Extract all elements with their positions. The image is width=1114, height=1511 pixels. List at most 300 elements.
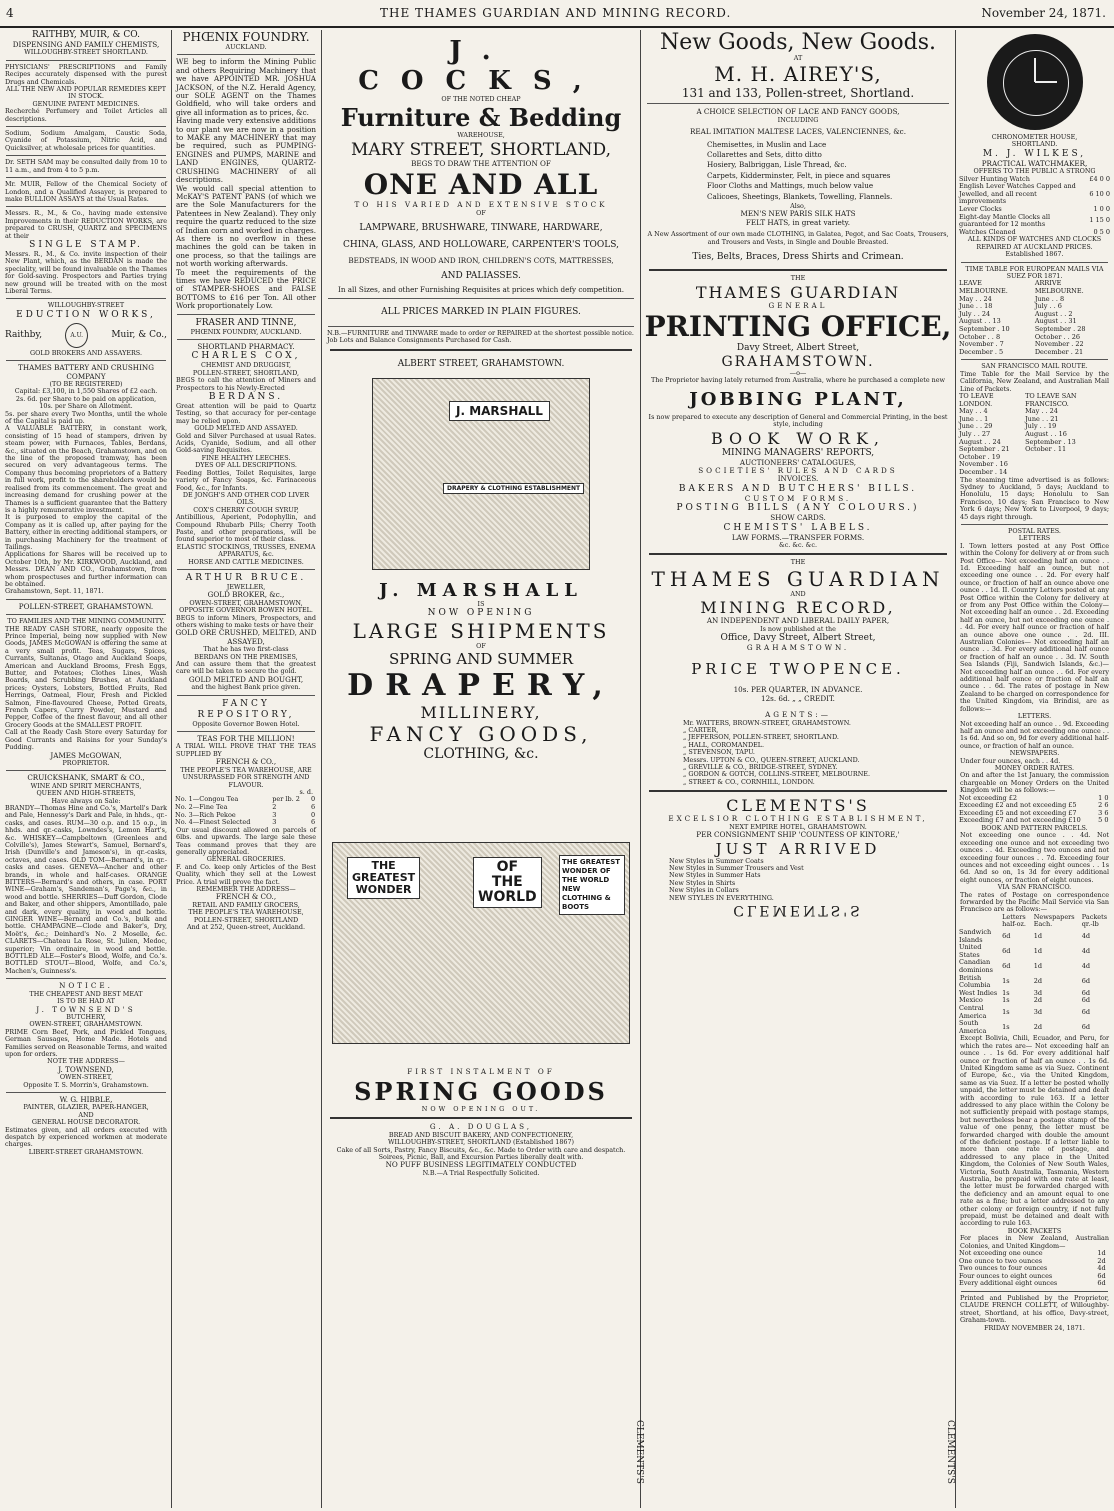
cruickshank-list: BRANDY—Thomas Hine and Co.'s, Martell's Dark and Pale, Hennessy's Dark and Pale, in hhds., qr.-casks, and cases. RUM—30 o.p. and 15 o.p., in hhds. and qr.-casks, Lowndes's, Lemon Hart's, &c. WHISKEY—Campbeltown (Greenlees and Colville's), James Stewart's, Samuel, Bernard's, Irish (Dunville's and Jameson's), in qr.-casks, octaves, and cases. OLD TOM—Bernard's, in qr.-casks and cases. GENEVA—Ancher and other brands, in whole and half-cases. ORANGE BITTERS—Bernard's and others, in case. PORT WINE—Graham's, Sandeman's, Page's, &c., in wood and bottle. SHERRIES—Duff Gordon, Clode and Baker, and other shippers, Amontillado, pale and dark, every quality, in wood and bottle. GINGER WINE—Bernard and Co.'s, bulk and bottle. CHAMPAGNE—Clode and Baker's, Dry, Moët's, &c.; Deinhard's No. 2 Moselle, &c. CLARETS—Chateau La Rose, St. Julien, Medoc, superior; Vin ordinaire, in wood and bottle. BOTTLED ALE—Foster's Blood, Wolfe, and Co.'s. BOTTLED STOUT—Blood, Wolfe, and Co.'s, Machen's, Guinness's. — [5, 803, 167, 975]
cox-body-4: Feeding Bottles, Toilet Requisites, large variety of Fancy Soaps, &c. Farinaceous Food, &c., for Infants. — [176, 468, 316, 492]
marshall-millinery: MILLINERY, — [420, 703, 542, 723]
marshall-clothing: CLOTHING, &c. — [423, 746, 539, 763]
list-item: „ JEFFERSON, POLLEN-STREET, SHORTLAND. — [683, 733, 839, 742]
single-stamp: SINGLE STAMP. — [29, 239, 143, 250]
douglas-nb: N.B.—A Trial Respectfully Solicited. — [422, 1168, 540, 1177]
print-the: THE — [790, 274, 806, 283]
cox-syrup: COX'S CHERRY COUGH SYRUP, — [193, 505, 299, 514]
list-item: „ GORDON & GOTCH, COLLINS-STREET, MELBOURNE. — [683, 770, 870, 779]
marshall-of: OF — [476, 642, 486, 651]
print-body: The Proprietor having lately returned from Australia, where he purchased a complete new — [650, 376, 946, 385]
table-row: Lever Clocks 1 0 0 — [959, 205, 1110, 213]
spring-goods: SPRING GOODS — [354, 1076, 608, 1106]
cox-body-3: Gold and Silver Purchased at usual Rates. Acids, Cyanide, Sodium, and all other Gold-saving Requisites. — [176, 431, 316, 455]
notice-line-1: THE CHEAPEST AND BEST MEAT — [29, 989, 143, 998]
list-item: NEW STYLES IN EVERYTHING. — [669, 893, 774, 902]
bruce-body-2: That he has two first-class — [203, 645, 289, 654]
grocer-heading: GENERAL GROCERIES. — [206, 855, 286, 864]
table-row: Four ounces to eight ounces 6d — [959, 1271, 1106, 1280]
column-2 — [173, 30, 319, 1508]
notice-address: NOTE THE ADDRESS— — [47, 1057, 125, 1066]
eduction-works: EDUCTION WORKS, — [16, 309, 156, 320]
cruickshank-address: QUEEN AND HIGH-STREETS, — [36, 789, 136, 798]
book-parcels-heading: BOOK AND PATTERN PARCELS. — [981, 823, 1088, 832]
remember-street: POLLEN-STREET, SHORTLAND — [193, 915, 299, 924]
cox-body: BEGS to call the attention of Miners and Prospectors to his Newly-Erected — [176, 376, 316, 392]
via-sf-body: The rates of Postage on correspondence forwarded by the Pacific Mail Service via San Francisco are as follows:— — [960, 890, 1109, 914]
marshall-now: NOW OPENING — [427, 608, 535, 619]
postal-letters: LETTERS — [1018, 534, 1051, 543]
raithby-consult: Dr. SETH SAM may be consulted daily from 10 to 11 a.m., and from 4 to 5 p.m. — [5, 158, 167, 174]
table-row: July . . 27 August . . 16 — [959, 429, 1067, 438]
mail-table — [957, 280, 1112, 356]
airey-address: 131 and 133, Pollen-street, Shortland. — [681, 86, 915, 101]
record-credit: 12s. 6d. „ „ CREDIT. — [761, 693, 835, 703]
fraser-sub: PHŒNIX FOUNDRY, AUCKLAND. — [190, 327, 302, 336]
agents-heading: AGENTS:— — [765, 710, 831, 720]
bruce-jeweller: JEWELLER, — [226, 582, 266, 591]
airey-name: M. H. AIREY'S, — [714, 62, 882, 87]
notice-name: J. TOWNSEND, — [58, 1064, 114, 1074]
record-independent: AN INDEPENDENT AND LIBERAL DAILY PAPER, — [706, 616, 890, 626]
postal-letters-2: LETTERS. — [1017, 712, 1052, 721]
douglas-body: Cake of all Sorts, Pastry, Fancy Biscuits, &c., &c. Made to Order with care and despatch. Soirees, Picnic, Ball, and Excursion Parties liberally dealt with. — [336, 1145, 626, 1161]
raithby-muir: Mr. MUIR, Fellow of the Chemical Society of London, and a Qualified Assayer, is prepared to make BULLION ASSAYS at the Usual Rates. — [5, 180, 167, 203]
phoenix-body-3: We would call special attention to McKAY'S PATENT PANS (of which we are the Sole Manufacturers for the Patentees in New Zealand). They only require the quartz reduced to the size of Indian corn and worked in charges. As there is no overflow in these machines the gold can be taken in one process, so that the tailings are not worth working afterwards. — [176, 183, 316, 269]
thames-body: A VALUABLE BATTERY, in constant work, consisting of 15 head of stampers, driven by steam power, with Furnaces, Tables, Berdans, &c., situated on the Beach, Grahamstown, and on the line of the proposed tramway, has been secured on very advantageous terms. The Company thus becoming proprietors of a Battery in full work, profit to the shareholders would be realised from its commencement. The great and increasing demand for crushing power at the Thames is a sufficient guarantee that the Battery is a highly remunerative investment. — [5, 424, 167, 514]
bruce-broker: GOLD BROKER, &c., — [207, 590, 285, 600]
phoenix-body-4: To meet the requirements of the times we have REDUCED the PRICE of STAMPER-SHOES and FALSE BOTTOMS to £16 per Ton. All other Work proportionately Low. — [176, 267, 316, 311]
list-item: „ STEVENSON, TAPU. — [683, 748, 755, 757]
pollen-sub: TO FAMILIES AND THE MINING COMMUNITY. — [7, 617, 165, 626]
clements-next: NEXT EMPIRE HOTEL, GRAHAMSTOWN. — [729, 822, 867, 831]
print-line-2: AUCTIONEERS' CATALOGUES, — [739, 457, 857, 467]
cox-leeches: FINE HEALTHY LEECHES. — [201, 453, 291, 462]
newspapers-heading: NEWSPAPERS. — [1009, 749, 1060, 758]
notice-line-2: IS TO BE HAD AT — [57, 997, 115, 1006]
postal-heading: POSTAL RATES. — [1008, 526, 1061, 535]
notice-heading: NOTICE. — [59, 981, 113, 991]
cocks-line-2: CHINA, GLASS, AND HOLLOWARE, CARPENTER'S TOOLS, — [343, 240, 619, 251]
table-row: June . . 1 June . . 21 — [959, 414, 1059, 423]
postal-body-2: Not exceeding half an ounce . . 9d. Exceeding half an ounce and not exceeding one ounce . . 1s 6d. And so on, 9d for every additional half-ounce, or fraction of half an ounce. — [960, 719, 1109, 750]
list-item: New Styles in Collars — [669, 886, 739, 895]
bruce-price: and the highest Bank price given. — [191, 683, 301, 692]
marshall-spring: SPRING AND SUMMER — [388, 650, 574, 669]
print-line-6: CUSTOM FORMS. — [744, 493, 852, 503]
list-item: „ GREVILLE & CO., BRIDGE-STREET, SYDNEY. — [683, 763, 838, 772]
eduction-street: WILLOUGHBY-STREET — [47, 301, 125, 310]
table-row: Every additional eight ounces 6d — [959, 1279, 1106, 1288]
teas-price-table — [173, 796, 319, 826]
list-item: „ STREET & CO., CORNHILL, LONDON. — [683, 777, 815, 786]
print-line-3: SOCIETIES' RULES AND CARDS — [698, 465, 898, 475]
airey-lace: REAL IMITATION MALTESE LACES, VALENCIENNES, &c. — [690, 127, 906, 137]
list-item: Floor Cloths and Mattings, much below value — [707, 181, 874, 191]
hibble-sub-2: GENERAL HOUSE DECORATOR. — [31, 1118, 141, 1127]
sf-sub: Time Table for the Mail Service by the California, New Zealand, and Australian Mail Line of Packets. — [960, 369, 1109, 393]
print-line-10: LAW FORMS.—TRANSFER FORMS. — [731, 532, 865, 542]
record-address: Office, Davy Street, Albert Street, — [720, 633, 876, 643]
list-item: New Styles in Shirts — [669, 878, 736, 887]
list-item: Mr. WATTERS, BROWN-STREET, GRAHAMSTOWN. — [683, 718, 851, 727]
table-row: December . 14 — [959, 467, 1008, 476]
marshall-large: LARGE SHIPMENTS — [352, 619, 610, 644]
cocks-furniture: Furniture & Bedding — [340, 103, 622, 133]
airey-choice: A CHOICE SELECTION OF LACE AND FANCY GOODS, — [696, 107, 900, 117]
table-row: August . . 13 August . . 31 — [959, 317, 1077, 326]
list-item: Hosiery, Balbriggan, Lisle Thread, &c. — [707, 160, 847, 170]
table-row: No. 3—Rich Pekoe 3 0 — [175, 810, 316, 819]
bruce-body-3: And can assure them that the greatest care will be taken to secure the gold. — [176, 660, 316, 676]
cox-dyes: DYES OF ALL DESCRIPTIONS. — [195, 461, 297, 470]
thames-body-2: It is purposed to employ the capital of the Company as it is called up, after paying for the Battery, either in erecting additional stampers, or in purchasing Machinery for the treatment of Tailings. — [5, 513, 167, 551]
imprint-date: FRIDAY NOVEMBER 24, 1871. — [984, 1323, 1085, 1332]
airey-ties: Ties, Belts, Braces, Dress Shirts and Crimean. — [692, 252, 904, 263]
thames-battery-heading: THAMES BATTERY AND CRUSHING COMPANY — [18, 363, 154, 381]
wonder-left-sign: THE GREATEST WONDER — [347, 857, 420, 899]
record-the: THE — [790, 558, 806, 567]
hibble-heading: W. G. HIBBLE, — [59, 1094, 113, 1104]
table-row: Canadian dominions 6d 1d 4d — [959, 958, 1091, 974]
thames-share-3: 5s. per share every Two Months, until the whole of the Capital is paid up. — [5, 409, 167, 426]
sf-note: The steaming time advertised is as follows: Sydney to Auckland, 5 days; Auckland to Honolulu, 15 days; Honolulu to San Francisco, 10 days; San Francisco to New York 6 days; New York to Liverpool, 9 days; 45 days right through. — [960, 475, 1109, 521]
chronometer-house: CHRONOMETER HOUSE, — [991, 133, 1078, 141]
remember-street-2: And at 252, Queen-street, Auckland. — [186, 922, 306, 931]
book-parcels-body: Not exceeding one ounce . . 4d. Not exceeding one ounce and not exceeding two ounces . . 4d. Exceeding two ounces and not exceeding four ounces . . 7d. Exceeding four ounces and not exceeding eight ounces . . 1s 6d. And so on, 1s 3d for every additional eight ounces, or fraction of eight ounces. — [960, 831, 1109, 884]
column-5 — [957, 30, 1112, 1508]
bruce-melted: GOLD MELTED AND BOUGHT, — [188, 674, 304, 684]
list-item: Calicoes, Sheetings, Blankets, Towelling, Flannels. — [707, 191, 893, 201]
raithby-works: Messrs. R., M., & Co., having made extensive Improvements in their REDUCTION WORKS, are prepared to CRUSH, QUARTZ and SPECIMENS at their — [5, 209, 167, 240]
column-3 — [324, 30, 638, 1508]
table-row: English Lever Watches Capped and Jewelled, and all recent improvements 6 10 0 — [959, 182, 1110, 206]
table-row: Eight-day Mantle Clocks all guaranteed for 12 months 1 15 0 — [959, 212, 1110, 229]
wilkes-name: M. J. WILKES, — [982, 148, 1087, 159]
table-row: Watches Cleaned 0 5 0 — [959, 227, 1110, 236]
table-row: Not exceeding one ounce 1d — [959, 1249, 1106, 1258]
notice-opposite: Opposite T. S. Morrin's, Grahamstown. — [23, 1080, 149, 1089]
cocks-name: J. COCKS, — [358, 36, 604, 96]
postal-body: I. Town letters posted at any Post Office within the Colony for delivery at or from such Post Office— Not exceeding half an ounce . . 1d. Exceeding half an ounce, but not exceeding one ounce . . 2d. For every half ounce, or fraction of half an ounce above one ounce . . 1d. II. Country Letters posted at any Post Office within the Colony for delivery at or from any Post Office within the Colony— Not exceeding half an ounce . . 2d. Exceeding half an ounce, but not exceeding one ounce . . 4d. For every half ounce or fraction of half an ounce above one ounce . . 2d. III. Australian Colonies— Not exceeding half an ounce . . 3d. For every additional half ounce or fraction of half an ounce . . 3d. IV. South Sea Islands (Fiji, Sandwich Islands, &c.)— Not exceeding half an ounce . . 6d. For every additional half ounce or fraction of half an ounce . . 6d. The rates of postage in New Zealand to be charged on correspondence for the United Kingdom, via Brindisi, are as follows:— — [960, 541, 1109, 713]
table-row: South America 1s 2d 6d — [959, 1019, 1091, 1035]
mail-heading: TIME TABLE FOR EUROPEAN MAILS VIA SUEZ FOR 1871. — [965, 264, 1104, 280]
table-row: British Columbia 1s 2d 6d — [959, 973, 1091, 990]
pollen-body-2: Call at the Ready Cash Store every Saturday for Good Currants and Raisins for your Sunday's Pudding. — [5, 728, 167, 752]
cruickshank-heading: CRUICKSHANK, SMART & CO., — [27, 773, 145, 783]
cocks-street: MARY STREET, SHORTLAND, — [351, 139, 611, 160]
table-row: Central America 1s 3d 6d — [959, 1003, 1091, 1020]
teas-body-2: THE PEOPLE'S TEA WAREHOUSE, ARE UNSURPASSED FOR STRENGTH AND FLAVOUR. — [180, 765, 312, 789]
table-row: May . . 4 May . . 24 — [959, 407, 1058, 416]
gold-brokers: GOLD BROKERS AND ASSAYERS. — [29, 348, 142, 357]
money-body: On and after the 1st January, the commission chargeable on Money Orders on the United Kingdom will be as follows:— — [960, 771, 1109, 795]
list-item: New Styles in Summer Trousers and Vest — [669, 863, 804, 872]
table-row: Mexico 1s 2d 6d — [959, 996, 1091, 1005]
eduction-names: Raithby, A.U. Muir, & Co., — [5, 323, 167, 348]
wonder-right-sign: OF THE WORLD — [473, 857, 542, 908]
seal-logo: A.U. — [65, 323, 88, 348]
cox-name: CHARLES COX, — [191, 351, 301, 362]
notice-line-4: BUTCHERY, — [66, 1012, 106, 1021]
via-sf-body-2: Except Bolivia, Chili, Ecuador, and Peru, for which the rates are— Not exceeding half an ounce . . 1s 6d. For every additional half ounce or fraction of half an ounce . . 1s 6d. United Kingdom same as via Suez. Continent of Europe, &c., via the United Kingdom, same as via Suez. If a letter be posted wholly unpaid, the letter must be detained and dealt with according to rule 163. If a letter addressed to any place within the Colony be not sufficiently prepaid with postage stamps, but nevertheless bear a postage stamp of the value of one penny, the letter must be forwarded charged with double the amount of the deficient postage. If a letter liable to more than one rate of postage, and addressed to any place in the United Kingdom, the Colonies of New South Wales, Victoria, South Australia, Tasmania, Western Australia, be prepaid with one rate at least, the letter must be forwarded charged with the deficiency and an amount equal to one rate as a fine; but a letter addressed to any other colony or foreign country, if not fully prepaid, must be detained and dealt with according to rule 163. — [960, 1034, 1109, 1228]
book-packets-heading: BOOK PACKETS — [1007, 1226, 1062, 1235]
notice-body: PRIME Corn Beef, Pork, and Pickled Tongues, German Sausages, Home Made. Hotels and Families served on Reasonable Terms, and waited upon for orders. — [5, 1027, 167, 1058]
print-body-2: Is now prepared to execute any description of General and Commercial Printing, in the best style, including — [648, 412, 948, 429]
table-row: December . 5 December . 21 — [959, 347, 1084, 356]
bruce-heading: ARTHUR BRUCE. — [185, 572, 307, 583]
column-4 — [643, 30, 953, 1508]
print-line-8: SHOW CARDS. — [770, 513, 826, 523]
marshall-name: J. MARSHALL — [379, 579, 583, 601]
douglas-address: WILLOUGHBY-STREET, SHORTLAND (Established 1867) — [387, 1138, 575, 1147]
cruickshank-sale: Have always on Sale: — [51, 796, 121, 805]
raithby-perfumery: Recherché Perfumery and Toilet Articles all descriptions. — [5, 107, 167, 123]
cocks-varied: TO HIS VARIED AND EXTENSIVE STOCK — [354, 200, 608, 210]
shop-sign-2: DRAPERY & CLOTHING ESTABLISHMENT — [443, 483, 584, 494]
remember-warehouse: THE PEOPLE'S TEA WAREHOUSE, — [188, 908, 304, 917]
clements-just-arrived: JUST ARRIVED — [715, 839, 881, 858]
douglas-puff: NO PUFF BUSINESS LEGITIMATELY CONDUCTED — [385, 1160, 577, 1170]
table-row: August . . 24 September . 13 — [959, 437, 1076, 446]
airey-hats: MEN'S NEW PARIS SILK HATS — [740, 209, 856, 219]
cox-cod: DE JONGH'S AND OTHER COD LIVER OILS. — [182, 490, 310, 507]
thames-share-1: 2s. 6d. per Share to be paid on application, — [15, 394, 157, 403]
via-sf-table — [957, 914, 1112, 1036]
table-row: July . . 24 August . . 2 — [959, 309, 1073, 318]
notice-street: OWEN-STREET, — [59, 1073, 113, 1082]
imprint: Printed and Published by the Proprietor, CLAUDE FRENCH COLLETT, of Willoughby-street, Shortland, at his office, Davy-street, Graham-town. — [960, 1294, 1109, 1325]
airey-also: Also, — [790, 202, 806, 211]
cox-berdans: BERDANS. — [208, 392, 284, 403]
shop-sign: J. MARSHALL — [449, 401, 550, 421]
agents-list — [683, 720, 953, 787]
raithby-chemicals: Sodium, Sodium Amalgam, Caustic Soda, Cyanide of Potassium, Nitric Acid, and Quicksilver, at wholesale prices for quantities. — [5, 129, 167, 152]
marshall-fancy: FANCY GOODS, — [369, 722, 593, 747]
record-thames-guardian: THAMES GUARDIAN — [651, 566, 945, 591]
column-1 — [2, 30, 170, 1508]
cocks-one-and-all: ONE AND ALL — [363, 168, 599, 202]
table-row: West Indies 1s 3d 6d — [959, 988, 1091, 997]
fancy-heading: FANCY REPOSITORY, — [197, 698, 295, 720]
pollen-proprietor: PROPRIETOR. — [62, 758, 110, 767]
cocks-sub: OF THE NOTED CHEAP — [441, 95, 521, 103]
phoenix-body: WE beg to inform the Mining Public and others Requiring Machinery that we have APPOINTED MR. JOSHUA JACKSON, of the N.Z. Herald Agency, our SOLE AGENT on the Thames Goldfield, who will take orders and give all information as to prices, &c. — [176, 57, 316, 117]
grocer-body: F. and Co. keep only Articles of the Best Quality, which they sell at the Lowest Price. A trial will prove the fact. — [176, 862, 316, 886]
masthead-bar — [0, 0, 1114, 28]
table-row: No. 1—Congou Tea per lb. 2 0 — [175, 795, 316, 804]
via-sf-heading: VIA SAN FRANCISCO. — [997, 883, 1072, 892]
print-line-11: &c. &c. &c. — [779, 540, 817, 549]
clements-bottom: CLEMENTS'S — [733, 901, 863, 918]
print-address: Davy Street, Albert Street, — [736, 342, 860, 353]
cocks-warehouse: WAREHOUSE, — [457, 131, 505, 140]
cruickshank-sub: WINE AND SPIRIT MERCHANTS, — [30, 781, 142, 790]
list-item: Messrs. UPTON & CO., QUEEN-STREET, AUCKLAND. — [683, 755, 860, 764]
cocks-line-3: BEDSTEADS, IN WOOD AND IRON, CHILDREN'S COTS, MATTRESSES, — [348, 256, 614, 266]
raithby-remedies: ALL THE NEW AND POPULAR REMEDIES KEPT IN STOCK. — [5, 85, 167, 101]
bruce-gold: GOLD ORE CRUSHED, MELTED, AND ASSAYED, — [175, 628, 317, 646]
table-row: November . 7 November . 22 — [959, 340, 1084, 349]
pollen-heading: POLLEN-STREET, GRAHAMSTOWN. — [18, 601, 154, 611]
record-quarter: 10s. PER QUARTER, IN ADVANCE. — [733, 685, 863, 695]
table-row: Two ounces to four ounces 4d — [959, 1264, 1106, 1273]
table-row: No. 4—Finest Selected 3 6 — [175, 818, 316, 827]
page-number: 4 — [6, 6, 14, 20]
record-published: Is now published at the — [760, 624, 836, 633]
shortland-pharmacy: SHORTLAND PHARMACY. — [197, 342, 295, 351]
list-item: „ HALL, COROMANDEL. — [683, 740, 765, 749]
airey-headline: New Goods, New Goods. — [659, 30, 937, 55]
table-row: Exceeding £7 and not exceeding £10 5 0 — [959, 816, 1109, 825]
newspapers-body: Under four ounces, each . . 4d. — [960, 756, 1061, 765]
table-row: Letters half-oz. Newspapers Each. Packets qr.-lb — [1002, 912, 1108, 929]
table-row: June . . 29 July . . 19 — [959, 422, 1057, 431]
wilkes-offer: OFFERS TO THE PUBLIC A STRONG — [973, 167, 1096, 176]
print-divider: —o— — [789, 368, 807, 377]
cox-body-2: Great attention will be paid to Quartz Testing, so that accuracy for per-centage may be relied upon. — [176, 402, 316, 425]
wilkes-established: Established 1867. — [1005, 250, 1064, 259]
airey-including: INCLUDING — [777, 115, 819, 124]
list-item: Collarettes and Sets, ditto ditto — [707, 150, 822, 160]
book-packets-table — [957, 1250, 1112, 1288]
thames-battery-sub: (TO BE REGISTERED) — [49, 380, 123, 388]
bruce-address: OWEN-STREET, GRAHAMSTOWN, OPPOSITE GOVERNOR BOWEN HOTEL. — [179, 598, 313, 615]
cocks-line-1: LAMPWARE, BRUSHWARE, TINWARE, HARDWARE, — [359, 223, 603, 234]
spring-now: NOW OPENING OUT. — [421, 1104, 541, 1113]
raithby-address: WILLOUGHBY-STREET SHORTLAND. — [24, 48, 148, 57]
airey-clothing: A New Assortment of our own made CLOTHING, in Galatea, Pegot, and Sac Coats, Trousers, and Trousers and Vests, in Single and Double Breasted. — [647, 230, 949, 246]
cocks-nb: N.B.—FURNITURE and TINWARE made to order or REPAIRED at the shortest possible notice. — [327, 328, 634, 337]
cocks-of: OF — [476, 208, 486, 217]
list-item: New Styles in Summer Hats — [669, 871, 761, 880]
hibble-body: Estimates given, and all orders executed with despatch by experienced workmen at moderate charges. — [5, 1125, 167, 1149]
print-town: GRAHAMSTOWN. — [721, 353, 875, 370]
table-row: One ounce to two ounces 2d — [959, 1256, 1106, 1265]
hibble-sub: PAINTER, GLAZIER, PAPER-HANGER, — [23, 1103, 149, 1112]
thames-capital: Capital: £3,100, in 1,550 Shares of £2 each. — [14, 387, 158, 396]
print-line-1: MINING MANAGERS' REPORTS, — [721, 447, 875, 458]
wilkes-sub: PRACTICAL WATCHMAKER, — [981, 158, 1088, 168]
list-item: „ CARTER, — [683, 726, 719, 735]
raithby-paragraph: PHYSICIANS' PRESCRIPTIONS and Family Recipes accurately dispensed with the purest Drugs and Chemicals. — [5, 62, 167, 86]
airey-felt: FELT HATS, in great variety. — [745, 217, 851, 227]
print-headline: PRINTING OFFICE, — [644, 309, 952, 343]
print-jobbing: JOBBING PLANT, — [689, 388, 907, 410]
issue-date: November 24, 1871. — [981, 6, 1106, 20]
bruce-body: BEGS to inform Miners, Prospectors, and others wishing to make tests or have their — [176, 613, 316, 629]
table-row: November . 16 — [959, 460, 1008, 469]
cocks-begs: BEGS TO DRAW THE ATTENTION OF — [411, 158, 551, 168]
cox-address: POLLEN-STREET, SHORTLAND, — [192, 368, 300, 377]
print-line-7: POSTING BILLS (ANY COLOURS.) — [676, 503, 920, 514]
marshall-is: IS — [477, 599, 485, 608]
list-item: New Styles in Summer Coats — [669, 856, 764, 865]
record-and: AND — [790, 589, 806, 598]
teas-name: FRENCH & CO., — [215, 757, 277, 767]
cocks-prices: ALL PRICES MARKED IN PLAIN FIGURES. — [381, 306, 581, 317]
table-row: TO LEAVE LONDON. TO LEAVE SAN FRANCISCO. — [959, 391, 1077, 408]
print-line-5: BAKERS AND BUTCHERS' BILLS. — [678, 483, 918, 494]
teas-heading: TEAS FOR THE MILLION! — [197, 734, 295, 744]
douglas-name: G. A. DOUGLAS, — [429, 1122, 533, 1132]
cocks-line-4: AND PALIASSES. — [441, 271, 521, 282]
teas-sd: s. d. — [299, 787, 313, 796]
print-line-4: INVOICES. — [777, 474, 819, 484]
record-town: GRAHAMSTOWN. — [746, 643, 850, 652]
raithby-heading: RAITHBY, MUIR, & CO. — [32, 30, 140, 40]
table-row: September . 21 October . 11 — [959, 445, 1067, 454]
remember-name: FRENCH & CO., — [215, 892, 277, 902]
fancy-sub: Opposite Governor Bowen Hotel. — [192, 719, 300, 728]
cox-gold: GOLD MELTED AND ASSAYED. — [194, 424, 298, 433]
print-book: BOOK WORK, — [711, 428, 885, 448]
marshall-drapery: DRAPERY, — [347, 668, 615, 704]
clements-sub: EXCELSIOR CLOTHING ESTABLISHMENT, — [668, 814, 928, 824]
print-general: GENERAL — [768, 300, 828, 310]
table-row: Exceeding £5 and not exceeding £7 3 6 — [959, 808, 1109, 817]
notice-line-3: J. TOWNSEND'S — [36, 1004, 136, 1014]
table-row: October . 19 — [959, 452, 1001, 461]
raithby-patent: GENUINE PATENT MEDICINES. — [32, 99, 140, 108]
thames-date: Grahamstown, Sept. 11, 1871. — [5, 587, 104, 596]
airey-at: AT — [793, 54, 803, 62]
fraser-heading: FRASER AND TINNE, — [195, 317, 297, 328]
thames-body-3: Applications for Shares will be received up to October 10th, by Mr. KIRKWOOD, Auckland, and Messrs. DEAN AND CO., Grahamstown, from whom prospectuses and further information can be obtained. — [5, 550, 167, 588]
record-price: PRICE TWOPENCE. — [691, 660, 905, 679]
money-heading: MONEY ORDER RATES. — [994, 763, 1075, 772]
money-table — [957, 795, 1112, 825]
teas-body: A TRIAL WILL PROVE THAT THE TEAS SUPPLIED BY — [176, 742, 316, 758]
phoenix-body-2: Having made very extensive additions to our plant we are now in a position to MAKE any MACHINERY that may be required, such as PUMPING-ENGINES and PUMPS, MARINE and LAND ENGINES, QUARTZ-CRUSHING MACHINERY of all descriptions. — [176, 116, 316, 185]
raithby-subheading: DISPENSING AND FAMILY CHEMISTS, — [12, 40, 160, 49]
sf-table — [957, 393, 1112, 477]
table-row: Not exceeding £2 1 0 — [959, 793, 1109, 802]
hibble-address: LIBERT-STREET GRAHAMSTOWN. — [28, 1147, 144, 1156]
bruce-berdans: BERDANS ON THE PREMISES, — [194, 652, 298, 661]
wilkes-price-table — [957, 176, 1112, 237]
notice-line-5: OWEN-STREET, GRAHAMSTOWN. — [29, 1020, 143, 1029]
phoenix-sub: AUCKLAND. — [225, 43, 267, 51]
wilkes-all: ALL KINDS OF WATCHES AND CLOCKS REPAIRED AT AUCKLAND PRICES. — [967, 235, 1102, 251]
cox-sub: CHEMIST AND DRUGGIST, — [200, 361, 292, 370]
clock-icon — [987, 34, 1083, 130]
remember-sub: RETAIL AND FAMILY GROCERS, — [192, 900, 300, 909]
table-row: May . . 24 June . . 8 — [959, 294, 1065, 303]
cox-body-5: Antibillious, Aperient, Podophyllin, and Compound Rhubarb Pills; Cherry Tooth Paste, and other preparations, will be found superior to most of their class. — [176, 513, 316, 544]
book-packets-body: For places in New Zealand, Australian Colonies, and United Kingdom— — [960, 1234, 1109, 1250]
list-item: Carpets, Kidderminster, Felt, in piece and squares — [707, 170, 891, 180]
marshall-shop-engraving — [372, 378, 590, 570]
hibble-and: AND — [78, 1110, 94, 1119]
clements-list — [669, 858, 953, 902]
thames-share-2: 10s. per Share on Allotment. — [39, 402, 133, 411]
raithby-plant: Messrs. R., M., & Co. invite inspection of their New Plant, which, as the BERDAN is made the speciality, will be found invaluable on the Thames for Gold-saving. Prospectors and Parties trying new ground will be treated with on the most Liberal Terms. — [5, 249, 167, 295]
clements-side-left: CLEMENTS'S — [634, 1420, 644, 1484]
table-row: September . 10 September . 28 — [959, 324, 1086, 333]
spring-first: FIRST INSTALMENT OF — [407, 1067, 555, 1077]
chronometer-sub: SHORTLAND. — [1011, 140, 1058, 149]
masthead-title: THE THAMES GUARDIAN AND MINING RECORD. — [380, 6, 732, 20]
teas-body-3: Our usual discount allowed on parcels of 6lbs. and upwards. The large sale these Teas command proves that they are generally appreciated. — [176, 825, 316, 856]
pollen-signature: JAMES McGOWAN, — [50, 750, 122, 760]
print-thames-guardian: THAMES GUARDIAN — [695, 282, 901, 302]
clements-side-right: CLEMENTS'S — [945, 1420, 955, 1484]
table-row: LEAVE MELBOURNE. ARRIVE MELBOURNE. — [959, 279, 1084, 295]
clements-heading: CLEMENTS'S — [726, 796, 870, 816]
pollen-body: THE READY CASH STORE, nearly opposite the Prince Imperial, being now supplied with New Goods, JAMES McGOWAN is offering the same at a very small profit. Teas, Sugars, Spices, Currants, Sultanas, Otago and Auckland Soaps, American and Auckland Brooms, Fresh Eggs, Butter, and Potatoes; Clothes Lines, Wash Boards, and Scrubbing Brushes, at Auckland prices; Oysters, Lobsters, Bottled Fruits, Red Herrings, Oatmeal, Flour, Fresh and Pickled Salmon, Fine-flavoured Cheese, Potted Greats, French Capers, Curry Powder, Mustard and Pepper, Coffee of the finest flavour, and all other Grocery Goods at the SMALLEST PROFIT. — [5, 624, 167, 729]
record-mining-record: MINING RECORD, — [700, 598, 896, 618]
